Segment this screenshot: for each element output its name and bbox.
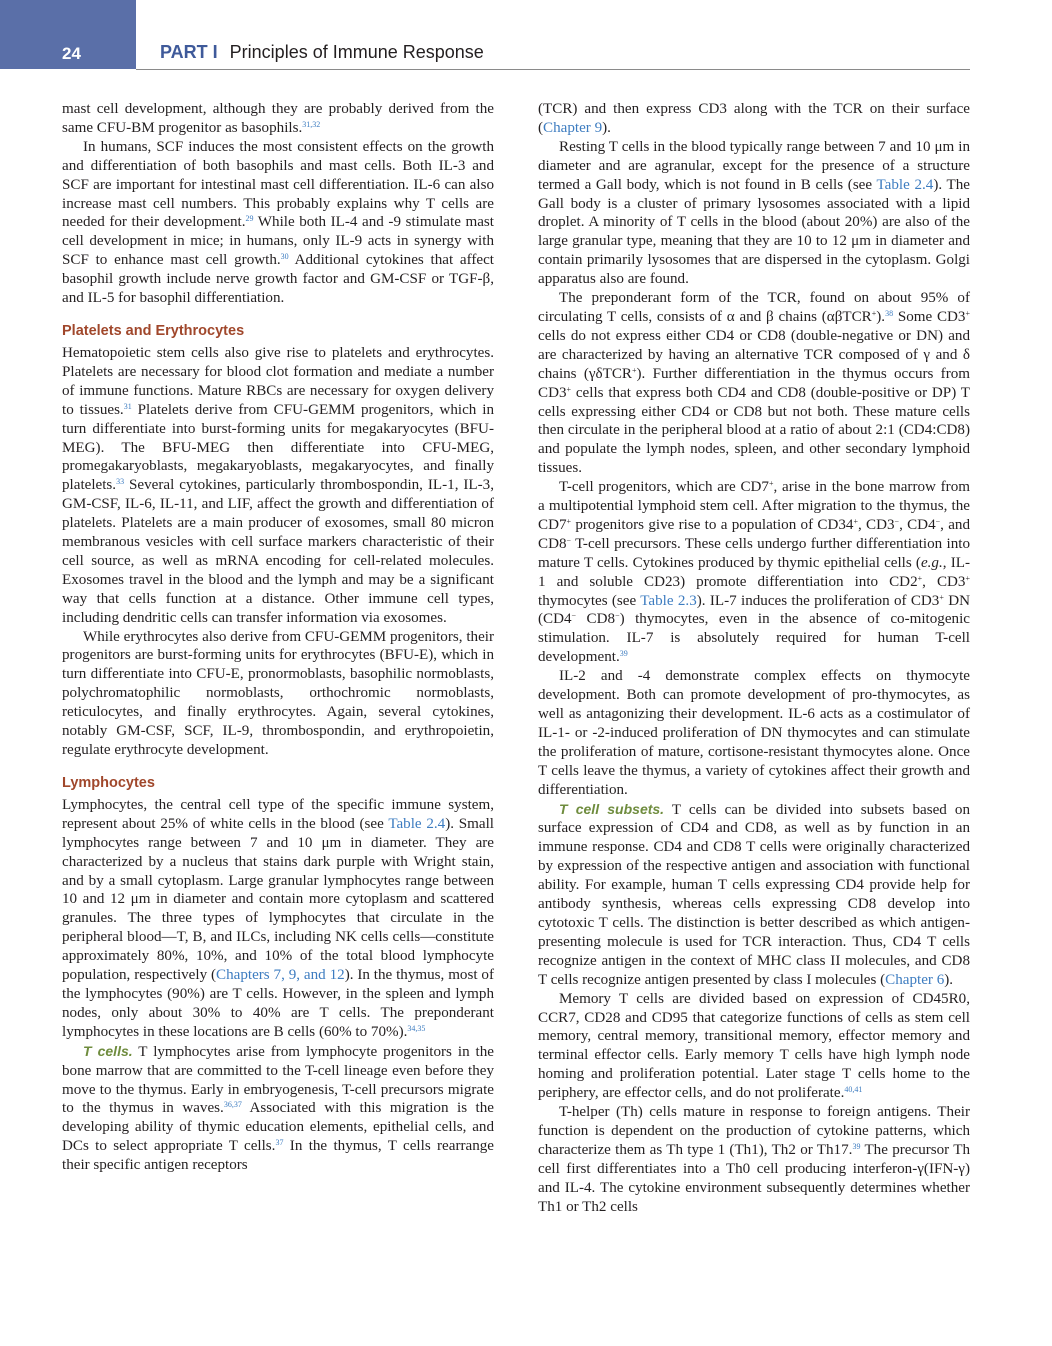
table-link[interactable]: Table 2.3 [640,592,697,609]
text: ). In the thymus, most of the lymphocytes (90%) are T cells. However, in the spleen and lymph nodes, only about 30% to 40% are T cells. The preponderant lymphocytes in these locations are B cells (60% to 70%). [62,967,494,1040]
text: progenitors give rise to a population of CD34 [571,516,854,533]
text: cells that express both CD4 and CD8 (double-positive or DP) T cells expressing either CD4 or CD8 but not both. These mature cells then circulate in the peripheral blood at a ratio of about 2:1 (CD4:CD8) and populate the lymph nodes, spleen, and other secondary lymphoid tissues. [538,384,970,477]
superscript: + [853,516,858,526]
citation[interactable]: 36,37 [223,1100,242,1110]
citation[interactable]: 31,32 [302,119,321,129]
text: ) thymocytes, even in the absence of co-mitogenic stimulation. IL-7 is absolutely required for human T-cell development. [538,611,970,666]
paragraph [538,990,970,1103]
text: ). Small lymphocytes range between 7 and 10 μm in diameter. They are characterized by a nucleus that stains dark purple with Wright stain, and by a small cytoplasm. Large granular lymphocytes range between 10 and 12 μm in diameter and contain more cytoplasm and scattered granules. The three types of lymphocytes that circulate in the peripheral blood—T, B, and ILCs, including NK cells cells—constitute approximately 80%, 10%, and 10% of the total blood lymphocyte population, respectively ( [62,815,494,984]
superscript: + [917,573,923,583]
chapter-link[interactable]: Chapter 9 [543,119,603,136]
text: Several cytokines, particularly thrombospondin, IL-1, IL-3, GM-CSF, IL-6, IL-11, and LIF, affect the growth and differentiation of platelets. Platelets are a main producer of exosomes, small 80 micron membranous vesicles with cell surface markers characteristic of their cell source, as well as mRNA encoding for cell-related molecules. Exosomes travel in the blood and the lymph and may be a significant way that cells function at a distance. Other immune cell types, including dendritic cells can transfer information via exosomes. [62,477,494,626]
left-column [62,100,494,1175]
citation[interactable]: 37 [275,1138,284,1148]
paragraph [62,100,494,138]
page-number: 24 [62,44,81,63]
text: , and CD8 [538,516,971,552]
running-head [160,42,484,63]
superscript: + [632,365,637,375]
paragraph [538,478,970,667]
chapter-link[interactable]: Chapters 7, 9, and 12 [216,967,345,984]
superscript: + [768,479,774,489]
text: T lymphocytes arise from lymphocyte progenitors in the bone marrow that are committed to the T-cell lineage even before they move to the thymus. Early in embryogenesis, T-cell precursors migrate to the thymus in waves. [62,1043,494,1117]
citation[interactable]: 29 [245,214,254,224]
text: The precursor Th cell first differentiates into a Th0 cell producing interferon-γ(IFN-γ) and IL-4. The cytokine environment subsequently determines whether Th1 or Th2 cells [538,1141,970,1215]
paragraph [538,289,970,478]
superscript: + [965,573,970,583]
section-heading-platelets: Platelets and Erythrocytes [62,322,245,339]
text: CD8 [576,611,616,628]
citation[interactable]: 31 [123,401,132,411]
text: ). [602,119,611,136]
paragraph [62,1042,494,1175]
text: , arise in the bone marrow from a multipotential lymphoid stem cell. After migration to the thymus, the CD7 [538,479,970,533]
text: Platelets derive from CFU-GEMM progenitors, which in turn differentiate into burst-forming units for megakaryocytes (BFU-MEG). The BFU-MEG then differentiate into CFU-MEG, promegakaryoblasts, megakaryoblasts, megakaryocytes, and finally platelets. [62,401,494,494]
citation[interactable]: 38 [885,308,894,318]
paragraph: While erythrocytes also derive from CFU-GEMM progenitors, their progenitors are burst-forming units for erythrocytes (BFU-E), which in turn differentiate into CFU-E, pronormoblasts, basophilic normoblasts, polychromatophilic normoblasts, orthochromic normoblasts, reticulocytes, and finally erythrocytes. Again, several cytokines, notably GM-CSF, SCF, IL-9, thrombospondin, and erythropoietin, regulate erythrocyte development. [62,628,494,758]
table-link[interactable]: Table 2.4 [388,815,446,832]
text: Hematopoietic stem cells also give rise to platelets and erythrocytes. Platelets are necessary for blood clot formation and mediate a number of immune functions. Mature RBCs are necessary for oxygen delivery to tissues. [62,344,494,418]
paragraph [62,796,494,1042]
superscript: − [615,611,620,621]
superscript: + [566,384,572,394]
header-rule [136,69,970,70]
paragraph [538,100,970,138]
citation[interactable]: 39 [852,1141,861,1151]
chapter-link[interactable]: Chapter 6 [885,971,945,988]
right-column [538,100,970,1216]
superscript: − [894,516,900,526]
text: , IL-1 and soluble CD23) promote differentiation into CD2 [538,554,970,590]
superscript: − [935,516,941,526]
superscript: + [939,592,944,602]
text: In humans, SCF induces the most consistent effects on the growth and differentiation of both basophils and mast cells. Both IL-3 and SCF are important for intestinal mast cell differentiation. IL-6 can also increase mast cell numbers. This probably explains why T cells are needed for their development. [62,138,494,231]
citation[interactable]: 34,35 [407,1023,426,1033]
text: , CD3 [922,573,966,590]
text: Memory T cells are divided based on expression of CD45R0, CCR7, CD28 and CD95 that categorize functions of cells as stem cell memory, central memory, transitional memory, effector memory and terminal effector cells. Early memory T cells have high lymph node homing and proliferation potential. Later stage T cells home to the periphery, are effector cells, and do not proliferate. [538,990,970,1102]
text: The preponderant form of the TCR, found on about 95% of circulating T cells, consists of α and β chains (αβTCR [538,290,970,325]
paragraph [62,138,494,308]
table-link[interactable]: Table 2.4 [876,176,934,193]
text: T-cell progenitors, which are CD7 [559,479,769,496]
text: ). The Gall body is a cluster of primary lysosomes associated with a lipid droplet. A minority of T cells in the blood (about 20%) are also of the large granular type, meaning that they are 10 to 12 μm in diameter and contain primarily lysosomes that are dispersed in the cytoplasm. Golgi apparatus also are found. [538,176,970,288]
paragraph [538,138,970,289]
text: (TCR) and then express CD3 along with the TCR on their surface ( [538,101,970,136]
text: Additional cytokines that affect basophil growth include nerve growth factor and GM-CSF or TGF-β, and IL-5 for basophil differentiation. [62,252,494,307]
text: Lymphocytes, the central cell type of the specific immune system, represent about 25% of white cells in the blood (see [62,796,494,832]
text: T cells can be divided into subsets based on surface expression of CD4 and CD8, as well as by function in an immune response. CD4 and CD8 T cells were originally characterized by expression of the respective antigen and association with functional ability. For example, human T cells expressing CD4 provide help for antibody synthesis, whereas cells expressing CD8 develop into cytotoxic T cells. The distinction is better described as which antigen-presenting molecule is used for TCR interaction. Thus, CD4 T cells recognize antigen in the context of MHC class II molecules, and CD8 T cells recognize antigen presented by class I molecules ( [538,801,971,988]
section-heading-lymphocytes: Lymphocytes [62,774,155,791]
paragraph [538,1103,970,1216]
paragraph: IL-2 and -4 demonstrate complex effects on thymocyte development. Both can promote development of pro-thymocytes, as well as antagonizing their development. IL-6 acts as a costimulator of IL-1- or -2-induced proliferation of DN thymocytes and can stimulate the proliferation of mature, cortisone-resistant thymocytes alone. Once T cells leave the thymus, a variety of cytokines affect their growth and differentiation. [538,668,970,798]
superscript: − [571,611,577,621]
paragraph [62,344,494,628]
italic-text: e.g. [920,554,943,571]
superscript: + [566,516,572,526]
text: Associated with this migration is the developing ability of thymic education elements, epithelial cells, and DCs to select appropriate T cells. [62,1100,494,1155]
text: T-helper (Th) cells mature in response to foreign antigens. Their function is dependent on the production of cytokine patterns, which characterize them as Th type 1 (Th1), Th2 or Th17. [538,1104,970,1158]
text: , CD3 [857,516,895,533]
part-title: Principles of Immune Response [229,42,484,62]
citation[interactable]: 40,41 [844,1085,863,1095]
superscript: + [965,308,970,318]
text: While both IL-4 and -9 stimulate mast cell development in mice; in humans, only IL-9 acts in synergy with SCF to enhance mast cell growth. [62,214,494,269]
citation[interactable]: 39 [619,649,628,659]
text: In the thymus, T cells rearrange their specific antigen receptors [62,1138,494,1174]
run-in-heading: T cell subsets. [559,800,665,817]
run-in-heading: T cells. [83,1042,133,1059]
text: ). [944,971,954,988]
text: Some CD3 [893,308,966,325]
text: cells do not express either CD4 or CD8 (double-negative or DN) and are characterized by having an alternative TCR composed of γ and δ chains (γδTCR [538,327,970,382]
citation[interactable]: 30 [280,252,289,262]
text: , CD4 [899,516,936,533]
superscript: + [871,308,877,318]
page-number-tab [0,0,136,69]
citation[interactable]: 33 [116,477,125,487]
text: ). IL-7 induces the proliferation of CD3 [696,592,940,609]
text: mast cell development, although they are probably derived from the same CFU-BM progenitor as basophils. [62,101,494,136]
text: DN (CD4 [538,592,970,628]
text: ). Further differentiation in the thymus occurs from CD3 [538,365,971,401]
text: thymocytes (see [538,592,641,609]
paragraph [538,800,970,990]
superscript: − [566,535,572,545]
text: T-cell precursors. These cells undergo further differentiation into mature T cells. Cytokines produced by thymic epithelial cells ( [538,535,970,571]
text: Resting T cells in the blood typically range between 7 and 10 μm in diameter and are agranular, except for the presence of a structure termed a Gall body, which is not found in B cells (see [538,138,970,193]
part-label: PART I [160,42,218,62]
text: ). [876,308,886,325]
